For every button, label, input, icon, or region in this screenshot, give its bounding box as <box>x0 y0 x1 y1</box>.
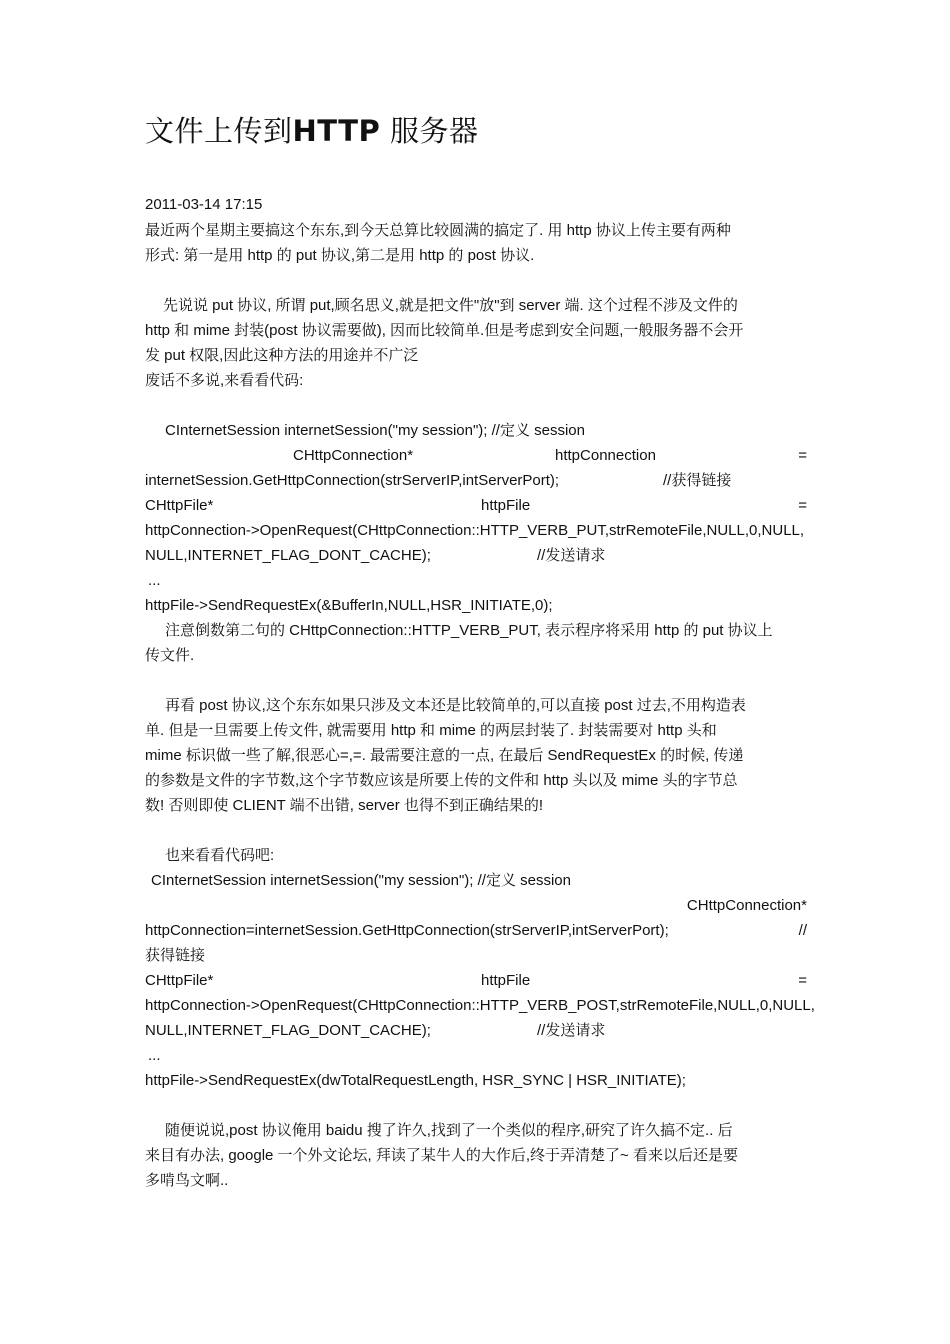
code-line: CHttpConnection* <box>686 897 807 914</box>
paragraph-line: 的参数是文件的字节数,这个字节数应该是所要上传的文件和 http 头以及 mime 头的字节总 <box>145 772 738 789</box>
document-page: 文件上传到HTTP 服务器 2011-03-14 17:15 最近两个星期主要搞这个东东,到今天总算比较圆满的搞定了. 用 http 协议上传主要有两种 形式: 第一是用 http 的 put 协议,第二是用 http 的 post 协议. 先说说 put 协议, 所谓 put,顾名思义,就是把文件"放"到 server 端. 这个过程不涉及文件的 http 和 mime 封装(post 协议需要做), 因而比较简单.但是考虑到安全问题,一般服务器不会开 发 put 权限,因此这种方法的用途并不广泛 废话不多说,来看看代码: CInternetSession internetSession("my session"); //定义 session CHttpConnection* httpConnection = internetSession.GetHttpConnection(strServerIP,intServerPort); //获得链接 CHttpFile* httpFile = httpConnection->OpenRequest(CHttpConnection::HTTP_VERB_PUT,strRemoteFile,NULL,0,NULL, NULL,INTERNET_FLAG_DONT_CACHE); //发送请求 ... httpFile->SendRequestEx(&BufferIn,NULL,HSR_INITIATE,0); 注意倒数第二句的 CHttpConnection::HTTP_VERB_PUT, 表示程序将采用 http 的 put 协议上 传文件. 再看 post 协议,这个东东如果只涉及文本还是比较简单的,可以直接 post 过去,不用构造表 单. 但是一旦需要上传文件, 就需要用 http 和 mime 的两层封装了. 封装需要对 http 头和 mime 标识做一些了解,很恶心=,=. 最需要注意的一点, 在最后 SendRequestEx 的时候, 传递 的参数是文件的字节数,这个字节数应该是所要上传的文件和 http 头以及 mime 头的字节总 数! 否则即使 CLIENT 端不出错, server 也得不到正确结果的! 也来看看代码吧: CInternetSession internetSession("my session"); //定义 session CHttpConnection* httpConnection=internetSession.GetHttpConnection(strServerIP,intServerPort); // 获得链接 CHttpFile* httpFile = httpConnection->OpenRequest(CHttpConnection::HTTP_VERB_POST,strRemoteFile,NULL,0,NULL, NULL,INTERNET_FLAG_DONT_CACHE); //发送请求 ... httpFile->SendRequestEx(dwTotalRequestLength, HSR_SYNC | HSR_INITIATE); 随便说说,post 协议俺用 baidu 搜了许久,找到了一个类似的程序,研究了许久搞不定.. 后 来目有办法, google 一个外文论坛, 拜读了某牛人的大作后,终于弄清楚了~ 看来以后还是要 多啃鸟文啊.. <box>0 0 950 1344</box>
code-line: httpConnection->OpenRequest(CHttpConnection::HTTP_VERB_POST,strRemoteFile,NULL,0,NULL, <box>145 997 815 1014</box>
post-date: 2011-03-14 17:15 <box>145 196 263 213</box>
code-line: internetSession.GetHttpConnection(strServerIP,intServerPort); //获得链接 <box>145 472 732 489</box>
code-line: httpConnection=internetSession.GetHttpConnection(strServerIP,intServerPort); // <box>145 922 807 939</box>
paragraph-line: 随便说说,post 协议俺用 baidu 搜了许久,找到了一个类似的程序,研究了许久搞不定.. 后 <box>165 1122 733 1139</box>
paragraph-line: 最近两个星期主要搞这个东东,到今天总算比较圆满的搞定了. 用 http 协议上传主要有两种 <box>145 222 731 239</box>
paragraph-line: http 和 mime 封装(post 协议需要做), 因而比较简单.但是考虑到安全问题,一般服务器不会开 <box>145 322 744 339</box>
code-line: CHttpFile* httpFile = <box>145 972 807 989</box>
paragraph-line: 先说说 put 协议, 所谓 put,顾名思义,就是把文件"放"到 server 端. 这个过程不涉及文件的 <box>163 297 738 314</box>
code-line: 获得链接 <box>145 947 206 964</box>
paragraph-line: 多啃鸟文啊.. <box>145 1172 229 1189</box>
code-line: CInternetSession internetSession("my session"); //定义 session <box>151 872 571 889</box>
code-line: httpConnection->OpenRequest(CHttpConnection::HTTP_VERB_PUT,strRemoteFile,NULL,0,NULL, <box>145 522 805 539</box>
paragraph-line: 传文件. <box>145 647 195 664</box>
paragraph-line: 数! 否则即使 CLIENT 端不出错, server 也得不到正确结果的! <box>145 797 544 814</box>
paragraph-line: 形式: 第一是用 http 的 put 协议,第二是用 http 的 post 协议. <box>145 247 535 264</box>
code-line: httpFile->SendRequestEx(dwTotalRequestLength, HSR_SYNC | HSR_INITIATE); <box>145 1072 686 1089</box>
code-line: CHttpFile* httpFile = <box>145 497 807 514</box>
code-line: httpFile->SendRequestEx(&BufferIn,NULL,HSR_INITIATE,0); <box>145 597 553 614</box>
paragraph-line: 注意倒数第二句的 CHttpConnection::HTTP_VERB_PUT, 表示程序将采用 http 的 put 协议上 <box>165 622 773 639</box>
paragraph-line: 发 put 权限,因此这种方法的用途并不广泛 <box>145 347 419 364</box>
code-line: NULL,INTERNET_FLAG_DONT_CACHE); //发送请求 <box>145 547 606 564</box>
page-title: 文件上传到HTTP 服务器 <box>145 114 479 148</box>
code-line: CInternetSession internetSession("my session"); //定义 session <box>165 422 585 439</box>
paragraph-line: 再看 post 协议,这个东东如果只涉及文本还是比较简单的,可以直接 post 过去,不用构造表 <box>165 697 746 714</box>
code-line: NULL,INTERNET_FLAG_DONT_CACHE); //发送请求 <box>145 1022 606 1039</box>
paragraph-line: 单. 但是一旦需要上传文件, 就需要用 http 和 mime 的两层封装了. 封装需要对 http 头和 <box>145 722 717 739</box>
paragraph-line: 来目有办法, google 一个外文论坛, 拜读了某牛人的大作后,终于弄清楚了~ 看来以后还是要 <box>145 1147 738 1164</box>
code-line: ... <box>148 572 161 589</box>
paragraph-line: mime 标识做一些了解,很恶心=,=. 最需要注意的一点, 在最后 SendRequestEx 的时候, 传递 <box>145 747 744 764</box>
paragraph-line: 废话不多说,来看看代码: <box>145 372 304 389</box>
code-line: ... <box>148 1047 161 1064</box>
paragraph-line: 也来看看代码吧: <box>165 847 275 864</box>
